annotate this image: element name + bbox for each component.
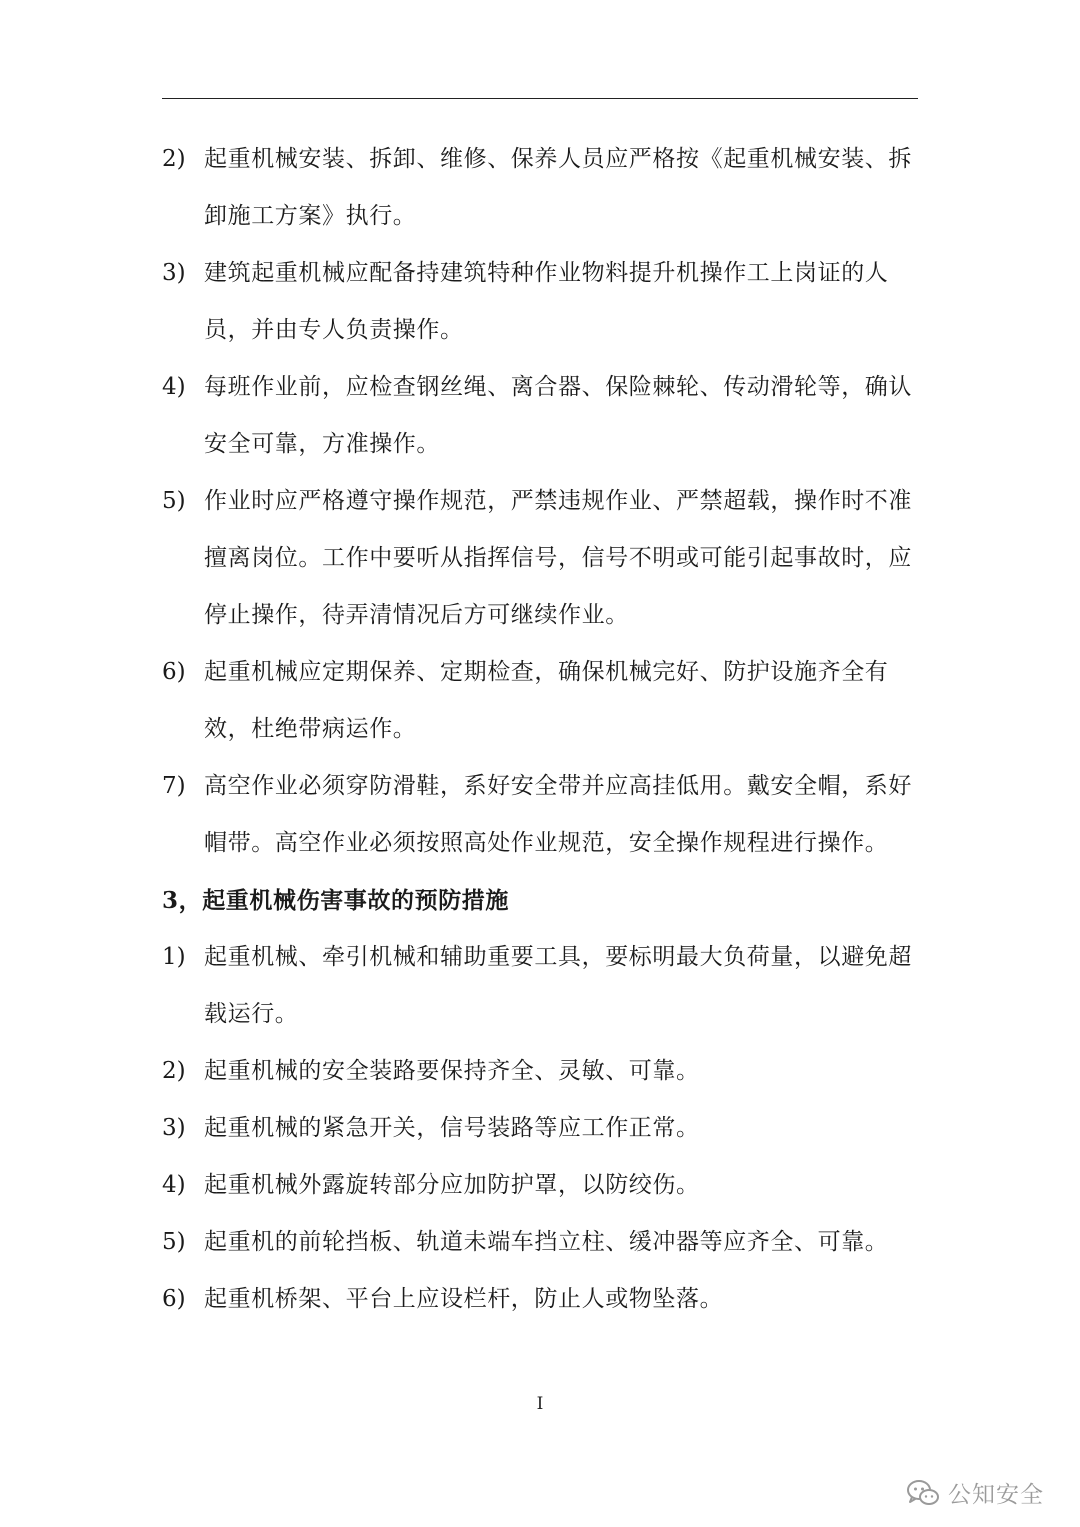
list-item-text: 每班作业前，应检查钢丝绳、离合器、保险棘轮、传动滑轮等，确认安全可靠，方准操作。 <box>204 374 912 457</box>
document-body <box>162 131 922 1328</box>
list-item-text: 起重机械应定期保养、定期检查，确保机械完好、防护设施齐全有效，杜绝带病运作。 <box>204 659 889 742</box>
list-item <box>162 758 922 872</box>
list-item-text: 起重机械安装、拆卸、维修、保养人员应严格按《起重机械安装、拆卸施工方案》执行。 <box>204 146 912 229</box>
list-item-text: 作业时应严格遵守操作规范，严禁违规作业、严禁超载，操作时不准擅离岗位。工作中要听从指挥信号，信号不明或可能引起事故时，应停止操作，待弄清情况后方可继续作业。 <box>204 488 912 628</box>
list-item-text: 高空作业必须穿防滑鞋，系好安全带并应高挂低用。戴安全帽，系好帽带。高空作业必须按照高处作业规范，安全操作规程进行操作。 <box>204 773 912 856</box>
list-item <box>162 1043 922 1100</box>
wechat-icon <box>906 1479 940 1507</box>
list-item-number: 1) <box>162 944 186 970</box>
list-item-text: 建筑起重机械应配备持建筑特种作业物料提升机操作工上岗证的人员，并由专人负责操作。 <box>204 260 889 343</box>
list-item-text: 起重机械外露旋转部分应加防护罩，以防绞伤。 <box>204 1172 700 1198</box>
list-item-text: 起重机的前轮挡板、轨道未端车挡立柱、缓冲器等应齐全、可靠。 <box>204 1229 889 1255</box>
list-item-text: 起重机桥架、平台上应设栏杆，防止人或物坠落。 <box>204 1286 724 1312</box>
watermark-text: 公知安全 <box>948 1482 1044 1508</box>
list-item <box>162 1100 922 1157</box>
list-item <box>162 1214 922 1271</box>
list-item-number: 6) <box>162 1286 186 1312</box>
list-item-number: 3) <box>162 260 186 286</box>
list-item-number: 3) <box>162 1115 186 1141</box>
list-item-number: 6) <box>162 659 186 685</box>
list-item <box>162 131 922 245</box>
list-item <box>162 644 922 758</box>
list-item <box>162 245 922 359</box>
watermark <box>906 1476 1044 1509</box>
list-item-number: 5) <box>162 488 186 514</box>
list-item-number: 2) <box>162 1058 186 1084</box>
list-item <box>162 473 922 644</box>
list-item-number: 4) <box>162 1172 186 1198</box>
list-item-number: 2) <box>162 146 186 172</box>
list-item-text: 起重机械的安全装路要保持齐全、灵敏、可靠。 <box>204 1058 700 1084</box>
section-heading: 3，起重机械伤害事故的预防措施 <box>162 887 510 914</box>
list-item <box>162 359 922 473</box>
header-rule <box>162 98 918 99</box>
list-item <box>162 1271 922 1328</box>
list-item <box>162 1157 922 1214</box>
list-item-text: 起重机械的紧急开关，信号装路等应工作正常。 <box>204 1115 700 1141</box>
list-item <box>162 929 922 1043</box>
list-item-number: 5) <box>162 1229 186 1255</box>
list-item-number: 7) <box>162 773 186 799</box>
list-item-text: 起重机械、牵引机械和辅助重要工具，要标明最大负荷量，以避免超载运行。 <box>204 944 912 1027</box>
page-number: I <box>536 1394 544 1414</box>
list-item-number: 4) <box>162 374 186 400</box>
